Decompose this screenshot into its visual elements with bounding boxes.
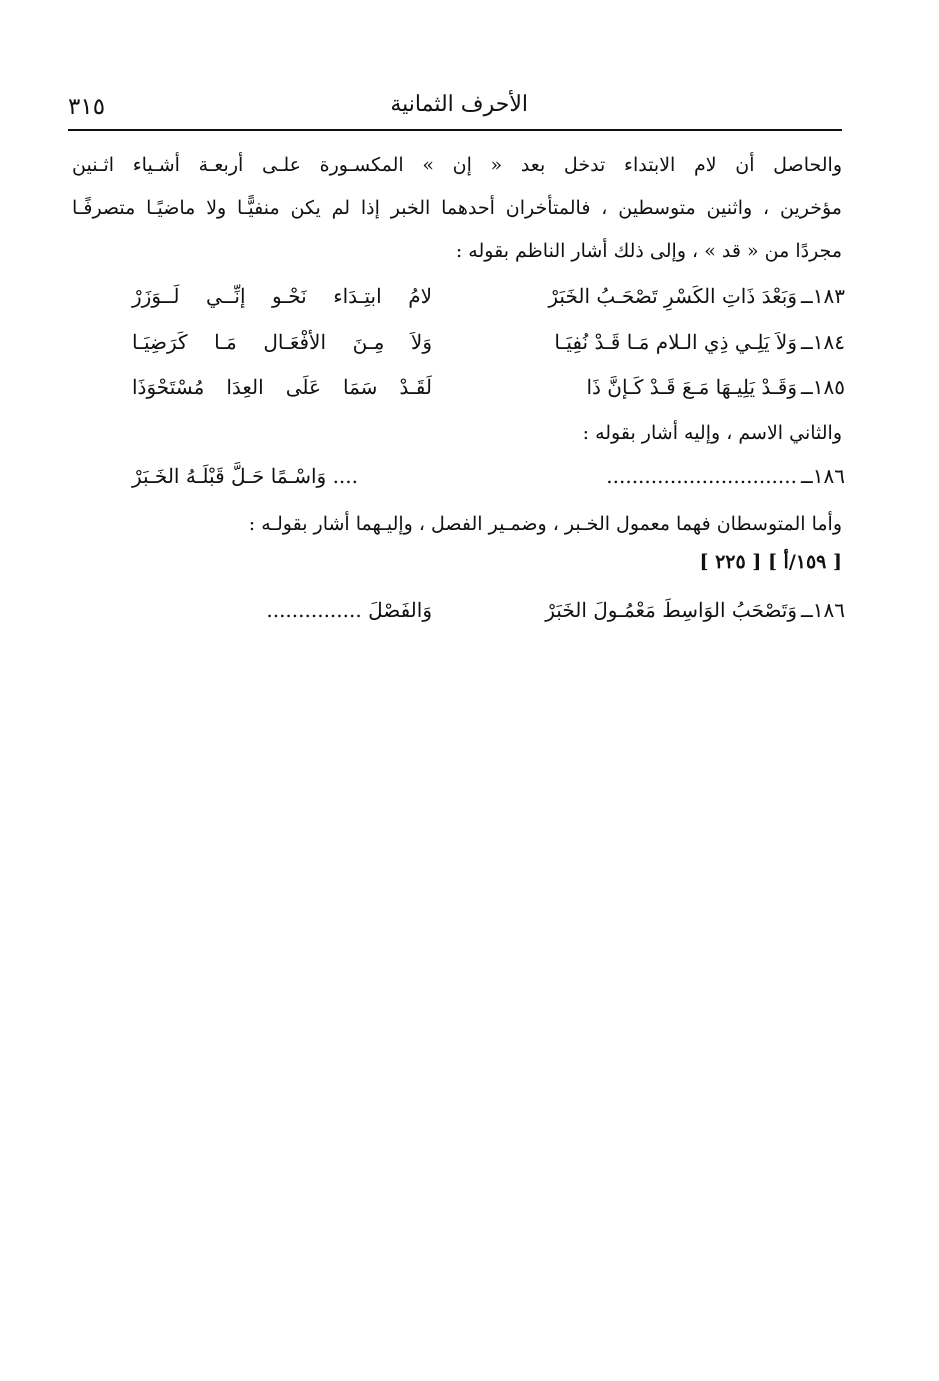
verse-number: ١٨٤ــ <box>801 330 845 354</box>
verse-first-hemistich: وَقَـدْ يَلِيـهَا مَـعَ قَـدْ كَـإنَّ ذَا <box>586 375 797 399</box>
verse-second-hemistich: وَلاَ مِـنَ الأفْعَـال مَـا كَرَضِيَـا <box>132 330 432 354</box>
page-number: ٣١٥ <box>68 94 106 120</box>
verse-183 <box>100 284 845 316</box>
paragraph-line: مؤخرين ، واثنين متوسطين ، فالمتأخران أحدهما الخبر إذا لم يكن منفيًّـا ولا ماضيًـا متصرفًـا <box>72 197 842 219</box>
paragraph-line: والثاني الاسم ، وإليه أشار بقوله : <box>582 422 842 444</box>
header-title: الأحرف الثمانية <box>390 92 528 117</box>
header-rule <box>68 129 842 131</box>
verse-second-hemistich: وَالفَصْلَ ............... <box>266 598 432 622</box>
verse-first-hemistich: وَبَعْدَ ذَاتِ الكَسْرِ تَصْحَـبُ الخَبَرْ <box>548 284 797 308</box>
verse-second-hemistich: لَقَـدْ سَمَا عَلَى العِدَا مُسْتَحْوَذَا <box>132 375 432 399</box>
verse-second-hemistich: .... وَاسْـمًا حَـلَّ قَبْلَـهُ الخَـبَرْ <box>132 464 359 488</box>
verse-number: ١٨٣ــ <box>801 284 845 308</box>
verse-second-hemistich: لامُ ابتِـدَاء نَحْـو إنِّــي لَــوَزَرْ <box>132 284 432 308</box>
manuscript-reference: [ ١٥٩/أ ] [ ٢٢٥ ] <box>699 551 842 573</box>
paragraph-line: وأما المتوسطان فهما معمول الخـبر ، وضمـير الفصل ، وإليـهما أشار بقولـه : <box>248 513 842 535</box>
verse-number: ١٨٦ــ <box>801 598 845 622</box>
paragraph-line: والحاصل أن لام الابتداء تدخل بعد « إن » المكسـورة علـى أربعـة أشـياء اثـنين <box>72 154 842 176</box>
verse-number: ١٨٦ــ <box>801 464 845 488</box>
verse-number: ١٨٥ــ <box>801 375 845 399</box>
verse-first-hemistich: .............................. <box>606 464 797 488</box>
verse-first-hemistich: وَلاَ يَلِـي ذِي الـلام مَـا قَـدْ نُفِيَـا <box>554 330 797 354</box>
verse-first-hemistich: وَتَصْحَبُ الوَاسِطَ مَعْمُـولَ الخَبَرْ <box>545 598 797 622</box>
running-header <box>68 92 840 128</box>
verse-184 <box>100 330 845 362</box>
verse-186-a <box>100 464 845 496</box>
paragraph-line: مجردًا من « قد » ، وإلى ذلك أشار الناظم بقوله : <box>455 240 842 262</box>
verse-186-b <box>100 598 845 630</box>
verse-185 <box>100 375 845 407</box>
